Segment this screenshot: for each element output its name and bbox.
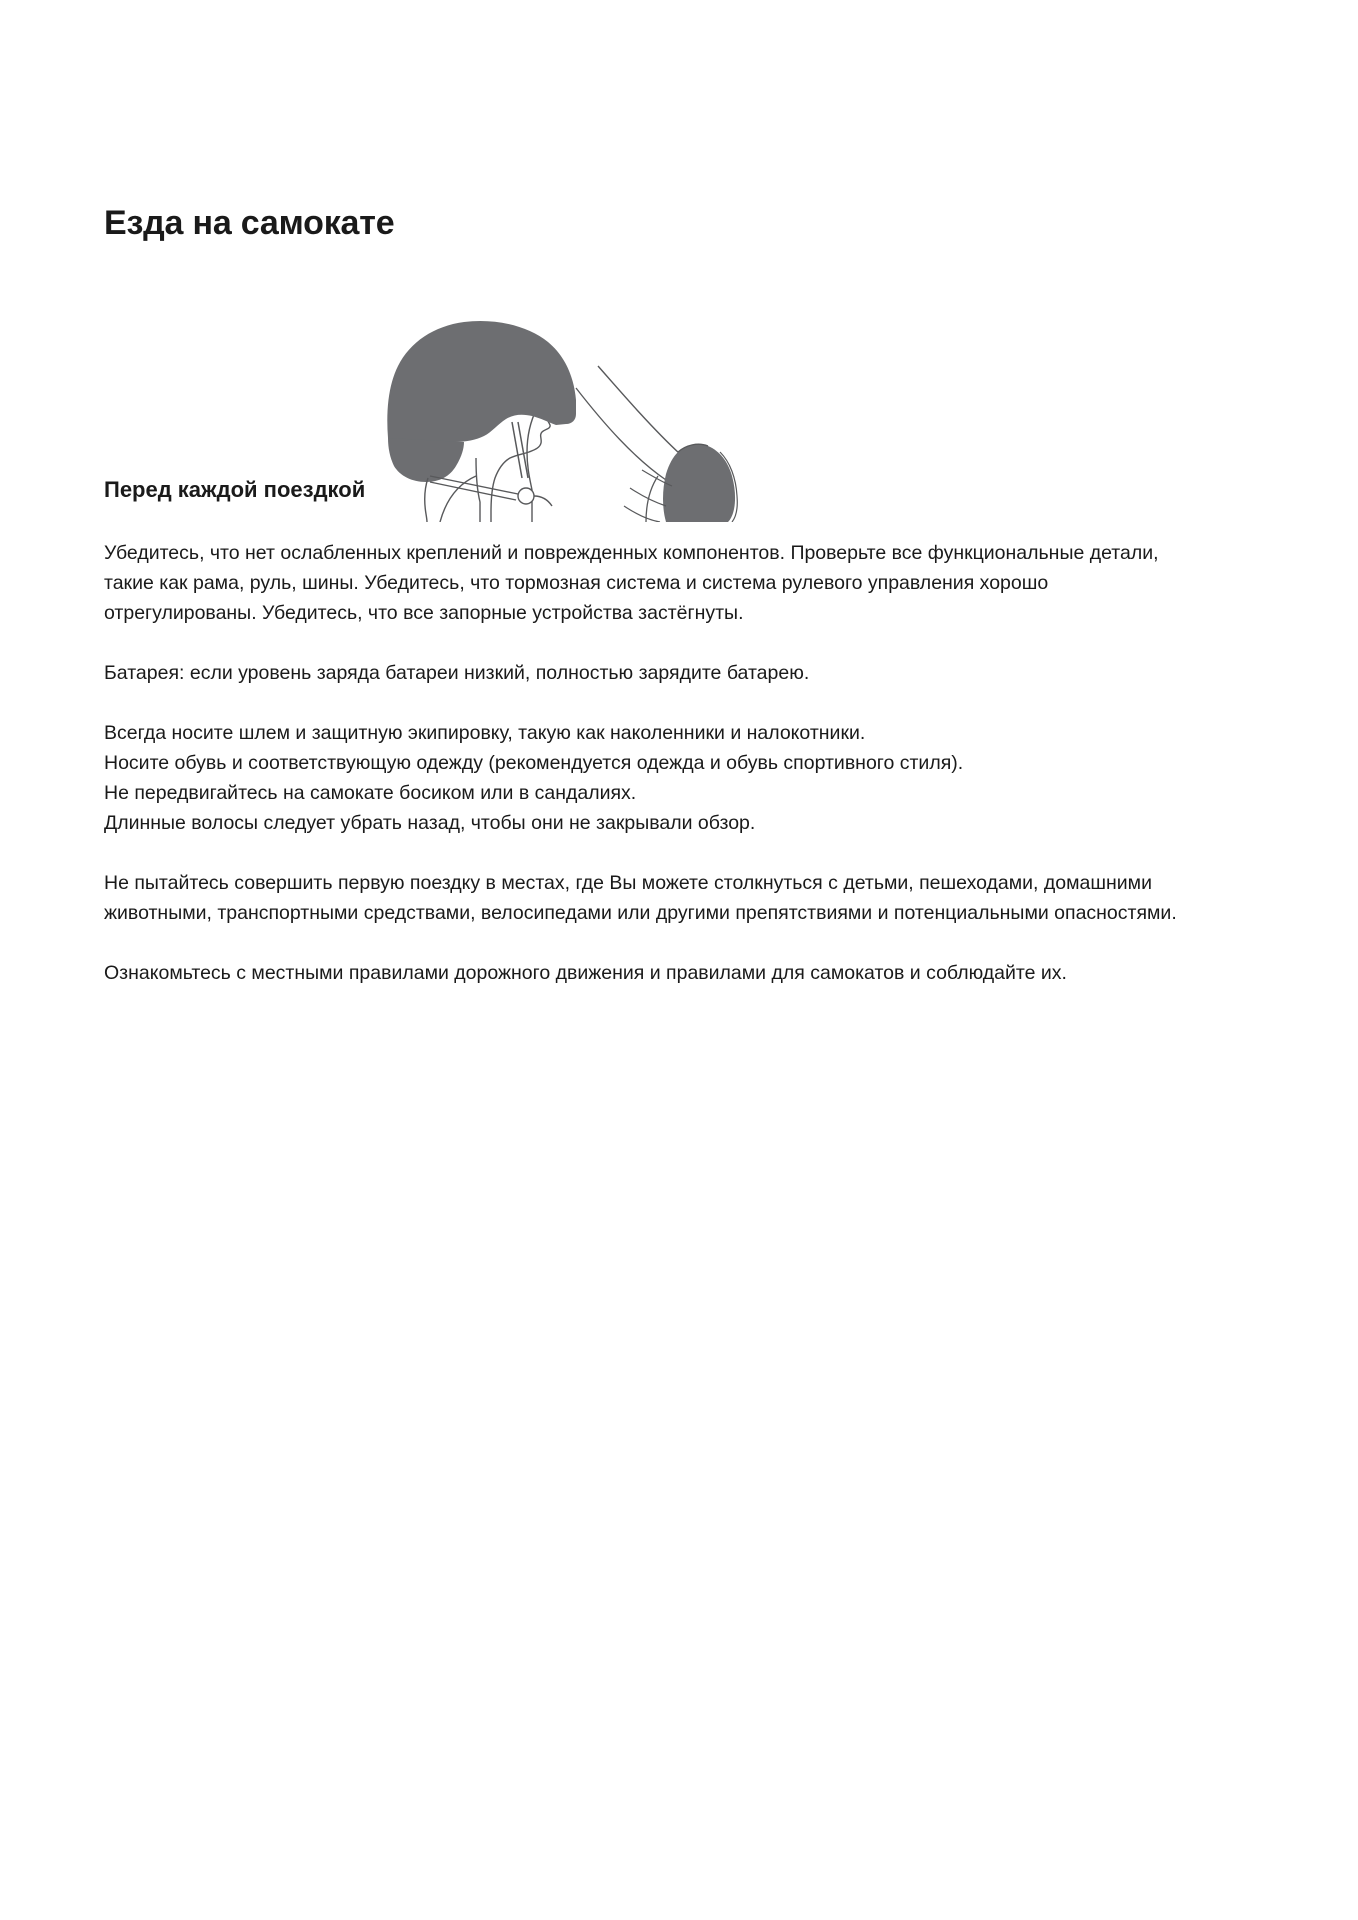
safety-gear-line-clothing: Носите обувь и соответствующую одежду (рекомендуется одежда и обувь спортивного стиля).: [104, 752, 964, 775]
safety-gear-line-footwear: Не передвигайтесь на самокате босиком или в сандалиях.: [104, 782, 637, 805]
paragraph-local-rules: Ознакомьтесь с местными правилами дорожного движения и правилами для самокатов и соблюдайте их.: [104, 962, 1067, 985]
page-title: Езда на самокате: [104, 204, 395, 242]
paragraph-safety-gear: [104, 718, 1204, 838]
paragraph-check-components: Убедитесь, что нет ослабленных креплений и поврежденных компонентов. Проверьте все функциональные детали, такие как рама, руль, шины. Убедитесь, что тормозная система и система рулевого управления хорошо отрегулированы. Убедитесь, что все запорные устройства застёгнуты.: [104, 542, 1159, 625]
paragraph-battery: Батарея: если уровень заряда батареи низкий, полностью зарядите батарею.: [104, 662, 810, 685]
safety-gear-line-hair: Длинные волосы следует убрать назад, чтобы они не закрывали обзор.: [104, 812, 756, 835]
safety-gear-line-helmet: Всегда носите шлем и защитную экипировку, такую как наколенники и налокотники.: [104, 722, 866, 745]
body-content: [104, 0, 1264, 988]
section-heading-before-each-ride: Перед каждой поездкой: [104, 477, 366, 502]
paragraph-first-ride: Не пытайтесь совершить первую поездку в местах, где Вы можете столкнуться с детьми, пешеходами, домашними животными, транспортными средствами, велосипедами или другими препятствиями и потенциальными опасностями.: [104, 872, 1177, 925]
